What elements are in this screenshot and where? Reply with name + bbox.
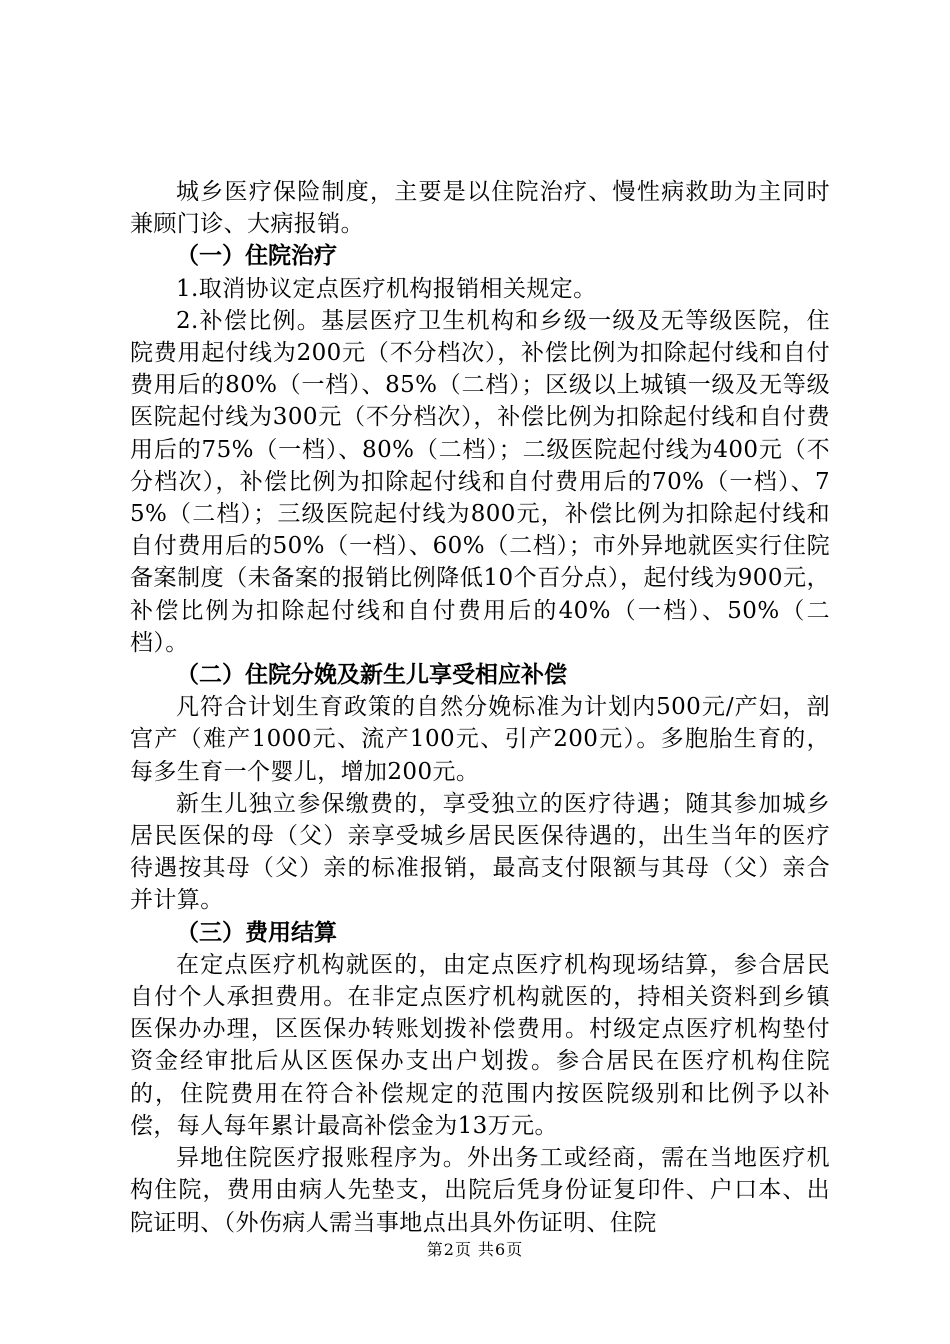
paragraph-settlement: 在定点医疗机构就医的，由定点医疗机构现场结算，参合居民自付个人承担费用。在非定点医疗机构就医的，持相关资料到乡镇医保办办理，区医保办转账划拨补偿费用。村级定点医疗机构垫付资金经审批后从区医保办支出户划拨。参合居民在医疗机构住院的，住院费用在符合补偿规定的范围内按医院级别和比例予以补偿，每人每年累计最高补偿金为13万元。 <box>130 951 830 1139</box>
paragraph-newborn: 新生儿独立参保缴费的，享受独立的医疗待遇；随其参加城乡居民医保的母（父）亲享受城乡居民医保待遇的，出生当年的医疗待遇按其母（父）亲的标准报销，最高支付限额与其母（父）亲合并计算。 <box>130 790 830 914</box>
paragraph-childbirth-standard: 凡符合计划生育政策的自然分娩标准为计划内500元/产妇，剖宫产（难产1000元、流产100元、引产200元）。多胞胎生育的，每多生育一个婴儿，增加200元。 <box>130 694 830 785</box>
section-heading-inpatient: （一）住院治疗 <box>176 243 337 270</box>
paragraph-item-1: 1.取消协议定点医疗机构报销相关规定。 <box>176 275 597 302</box>
document-body <box>130 176 830 1239</box>
paragraph-offsite-procedure: 异地住院医疗报账程序为。外出务工或经商，需在当地医疗机构住院，费用由病人先垫支，出院后凭身份证复印件、户口本、出院证明、（外伤病人需当事地点出具外伤证明、住院 <box>130 1145 830 1236</box>
section-heading-childbirth: （二）住院分娩及新生儿享受相应补偿 <box>176 662 567 689</box>
page-footer: 第2页 共6页 <box>426 1240 524 1259</box>
paragraph-item-2-compensation: 2.补偿比例。基层医疗卫生机构和乡级一级及无等级医院，住院费用起付线为200元（不分档次），补偿比例为扣除起付线和自付费用后的80%（一档）、85%（二档）；区级以上城镇一级及无等级医院起付线为300元（不分档次），补偿比例为扣除起付线和自付费用后的75%（一档）、80%（二档）；二级医院起付线为400元（不分档次），补偿比例为扣除起付线和自付费用后的70%（一档）、75%（二档）；三级医院起付线为800元，补偿比例为扣除起付线和自付费用后的50%（一档）、60%（二档）；市外异地就医实行住院备案制度（未备案的报销比例降低10个百分点），起付线为900元，补偿比例为扣除起付线和自付费用后的40%（一档）、50%（二档）。 <box>130 307 830 656</box>
section-heading-settlement: （三）费用结算 <box>176 919 337 946</box>
paragraph-intro: 城乡医疗保险制度，主要是以住院治疗、慢性病救助为主同时兼顾门诊、大病报销。 <box>130 179 830 238</box>
